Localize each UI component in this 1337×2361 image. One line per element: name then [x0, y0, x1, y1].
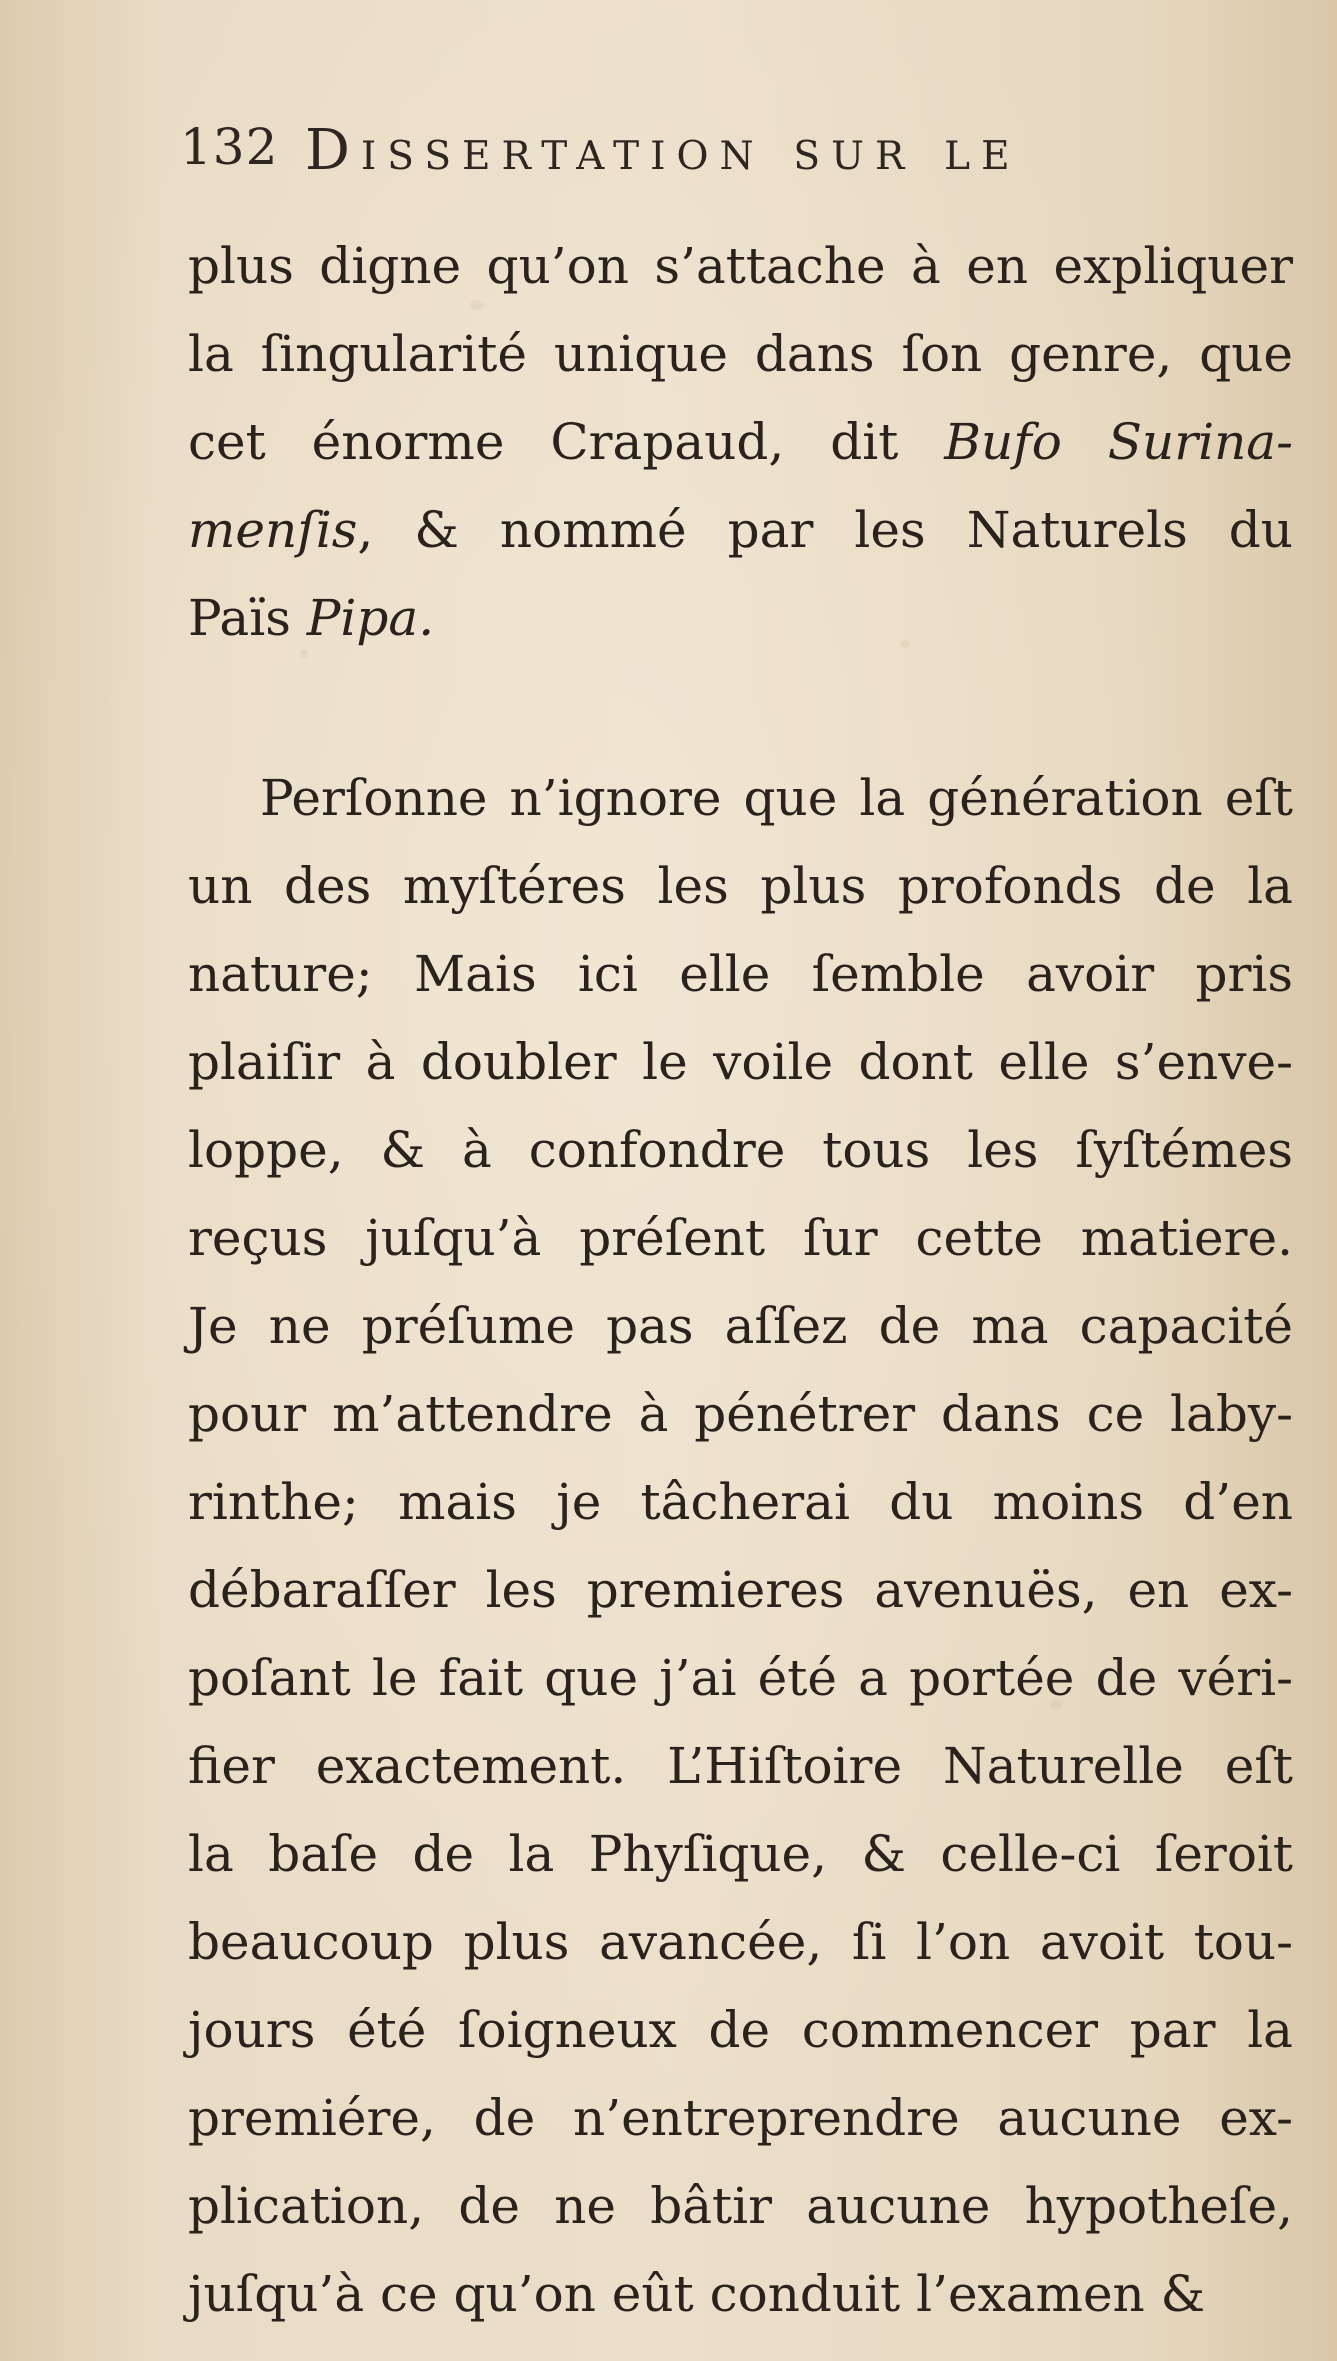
text-line	[188, 1810, 1293, 1898]
text-run: loppe, & à confondre tous les ſyſtémes	[188, 1121, 1293, 1179]
text-run: débaraſſer les premieres avenuës, en ex-	[188, 1561, 1293, 1619]
text-run: la ſingularité unique dans ſon genre, que	[188, 325, 1293, 383]
text-line	[188, 1106, 1293, 1194]
text-line	[188, 1634, 1293, 1722]
text-run: plus digne qu’on s’attache à en expliquer	[188, 237, 1293, 295]
text-run: juſqu’à ce qu’on eût conduit l’examen &	[188, 2265, 1206, 2323]
text-run: un des myſtéres les plus profonds de la	[188, 857, 1293, 915]
paragraph	[188, 222, 1293, 662]
paragraph	[188, 754, 1293, 2338]
text-run: cet énorme Crapaud, dit	[188, 413, 945, 471]
running-title: Dissertation sur le	[305, 118, 1021, 183]
text-line	[188, 1546, 1293, 1634]
text-line	[188, 1194, 1293, 1282]
text-run: Païs	[188, 589, 307, 647]
text-line	[188, 2074, 1293, 2162]
italic-text: Bufo Surina-	[944, 413, 1294, 471]
text-run: , & nommé par les Naturels du	[357, 501, 1293, 559]
text-run: reçus juſqu’à préſent ſur cette matiere.	[188, 1209, 1293, 1267]
text-line	[188, 222, 1293, 310]
text-run: nature; Mais ici elle ſemble avoir pris	[188, 945, 1293, 1003]
text-run: jours été ſoigneux de commencer par la	[188, 2001, 1293, 2059]
italic-text: Pipa.	[306, 589, 435, 647]
text-line	[188, 1018, 1293, 1106]
italic-text: menſis	[188, 501, 358, 559]
page-header	[180, 118, 1240, 198]
text-run: premiére, de n’entreprendre aucune ex-	[188, 2089, 1293, 2147]
body-text	[188, 222, 1293, 2338]
text-run: beaucoup plus avancée, ſi l’on avoit tou-	[188, 1913, 1293, 1971]
text-line	[188, 310, 1293, 398]
text-run: rinthe; mais je tâcherai du moins d’en	[188, 1473, 1293, 1531]
text-line	[188, 1986, 1293, 2074]
text-run: plaiſir à doubler le voile dont elle s’enve-	[188, 1033, 1293, 1091]
text-line	[188, 2162, 1293, 2250]
text-run: poſant le fait que j’ai été a portée de véri-	[188, 1649, 1293, 1707]
text-line	[188, 754, 1293, 842]
text-line	[188, 930, 1293, 1018]
text-run: pour m’attendre à pénétrer dans ce laby-	[188, 1385, 1293, 1443]
text-line	[188, 1722, 1293, 1810]
text-line	[188, 398, 1293, 486]
text-line	[188, 842, 1293, 930]
page-number: 132	[180, 118, 279, 176]
text-line	[188, 1458, 1293, 1546]
text-line	[188, 2250, 1293, 2338]
text-run: Perſonne n’ignore que la génération eſt	[260, 769, 1293, 827]
text-run: la baſe de la Phyſique, & celle-ci ſeroit	[188, 1825, 1293, 1883]
text-run: Je ne préſume pas aſſez de ma capacité	[188, 1297, 1293, 1355]
text-line	[188, 574, 1293, 662]
text-line	[188, 1898, 1293, 1986]
text-run: fier exactement. L’Hiſtoire Naturelle eſt	[188, 1737, 1293, 1795]
text-line	[188, 1282, 1293, 1370]
text-line	[188, 486, 1293, 574]
text-line	[188, 1370, 1293, 1458]
paragraph-gap	[188, 662, 1293, 754]
text-run: plication, de ne bâtir aucune hypotheſe,	[188, 2177, 1293, 2235]
